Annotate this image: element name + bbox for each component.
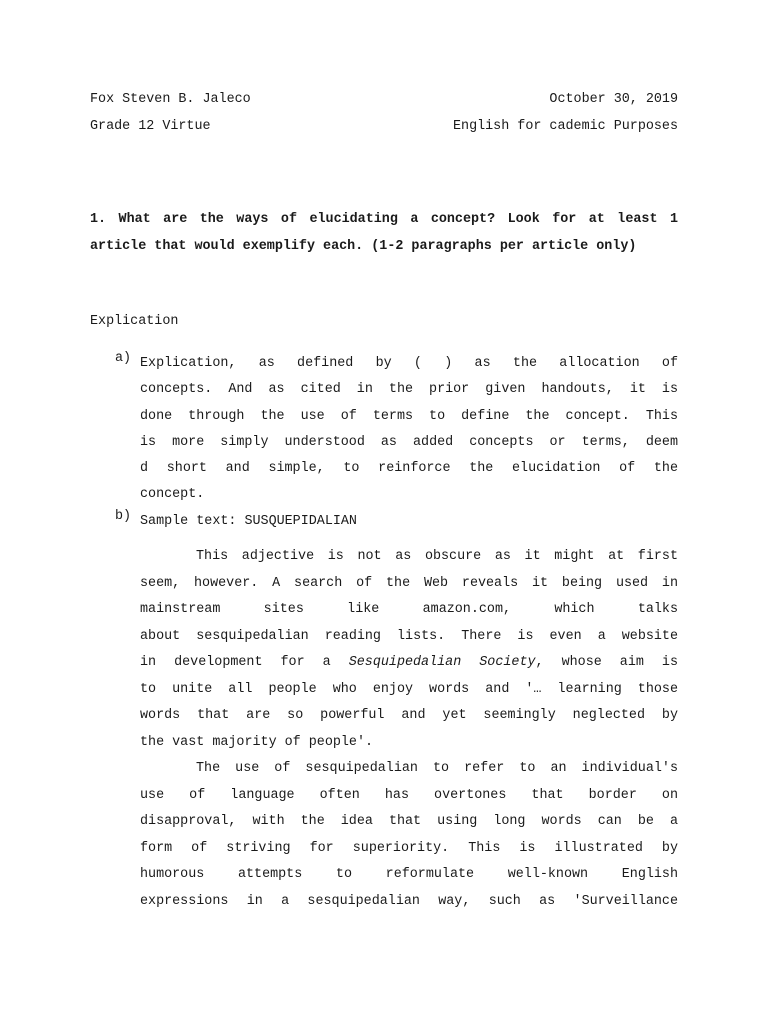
paragraph-line: about sesquipedalian reading lists. There is even a website — [140, 628, 678, 644]
paragraph-line: The use of sesquipedalian to refer to an individual's — [196, 761, 678, 776]
emphasized-term: Sesquipedalian Society — [348, 655, 536, 670]
sample-paragraph-1 — [140, 544, 678, 756]
paragraph-line — [140, 650, 678, 677]
list-marker-a: a) — [115, 351, 132, 366]
paragraph-line: This adjective is not as obscure as it might at first — [196, 549, 678, 564]
line-segment: in development for a — [140, 655, 349, 670]
paragraph-line: mainstream sites like amazon.com, which talks — [140, 602, 678, 617]
paragraph-line: the vast majority of people'. — [140, 734, 374, 750]
item-b-text: Sample text: SUSQUEPIDALIAN — [140, 514, 357, 529]
paragraph-line: to unite all people who enjoy words and '… learning those — [140, 681, 678, 697]
question-heading: 1. What are the ways of elucidating a concept? Look for at least 1 article that would exemplify each. (1-2 paragraphs per article only) — [90, 212, 678, 254]
header-row-2 — [90, 119, 678, 134]
item-a-line: Explication, as defined by ( ) as the allocation of — [140, 356, 678, 371]
item-a-line: d short and simple, to reinforce the elucidation of the — [140, 461, 678, 477]
paragraph-line: use of language often has overtones that border on — [140, 787, 678, 803]
item-a-line: concept. — [140, 487, 205, 503]
item-a-text — [140, 351, 678, 509]
paragraph-line: seem, however. A search of the Web reveals it being used in — [140, 575, 678, 591]
author-name: Fox Steven B. Jaleco — [90, 92, 251, 107]
list-marker-b: b) — [115, 509, 132, 524]
paragraph-line: words that are so powerful and yet seemingly neglected by — [140, 708, 678, 723]
sample-text-block — [140, 544, 678, 915]
paragraph-line: disapproval, with the idea that using long words can be a — [140, 814, 678, 829]
item-a-line: is more simply understood as added concepts or terms, deem — [140, 434, 678, 450]
paragraph-line: expressions in a sesquipedalian way, such as 'Surveillance — [140, 893, 678, 909]
section-label: Explication — [90, 314, 179, 329]
sample-paragraph-2 — [140, 756, 678, 915]
list-item-b — [115, 509, 678, 535]
paragraph-line: form of striving for superiority. This is illustrated by — [140, 840, 678, 856]
grade-section: Grade 12 Virtue — [90, 119, 211, 134]
header-row-1 — [90, 92, 678, 107]
list-item-a — [115, 351, 678, 509]
item-a-line: done through the use of terms to define the concept. This — [140, 408, 678, 424]
subject-name: English for cademic Purposes — [453, 119, 678, 134]
document-date: October 30, 2019 — [549, 92, 678, 107]
line-segment: , whose aim is — [535, 655, 678, 670]
item-a-line: concepts. And as cited in the prior given handouts, it is — [140, 382, 678, 398]
paragraph-line: humorous attempts to reformulate well-known English — [140, 867, 678, 882]
